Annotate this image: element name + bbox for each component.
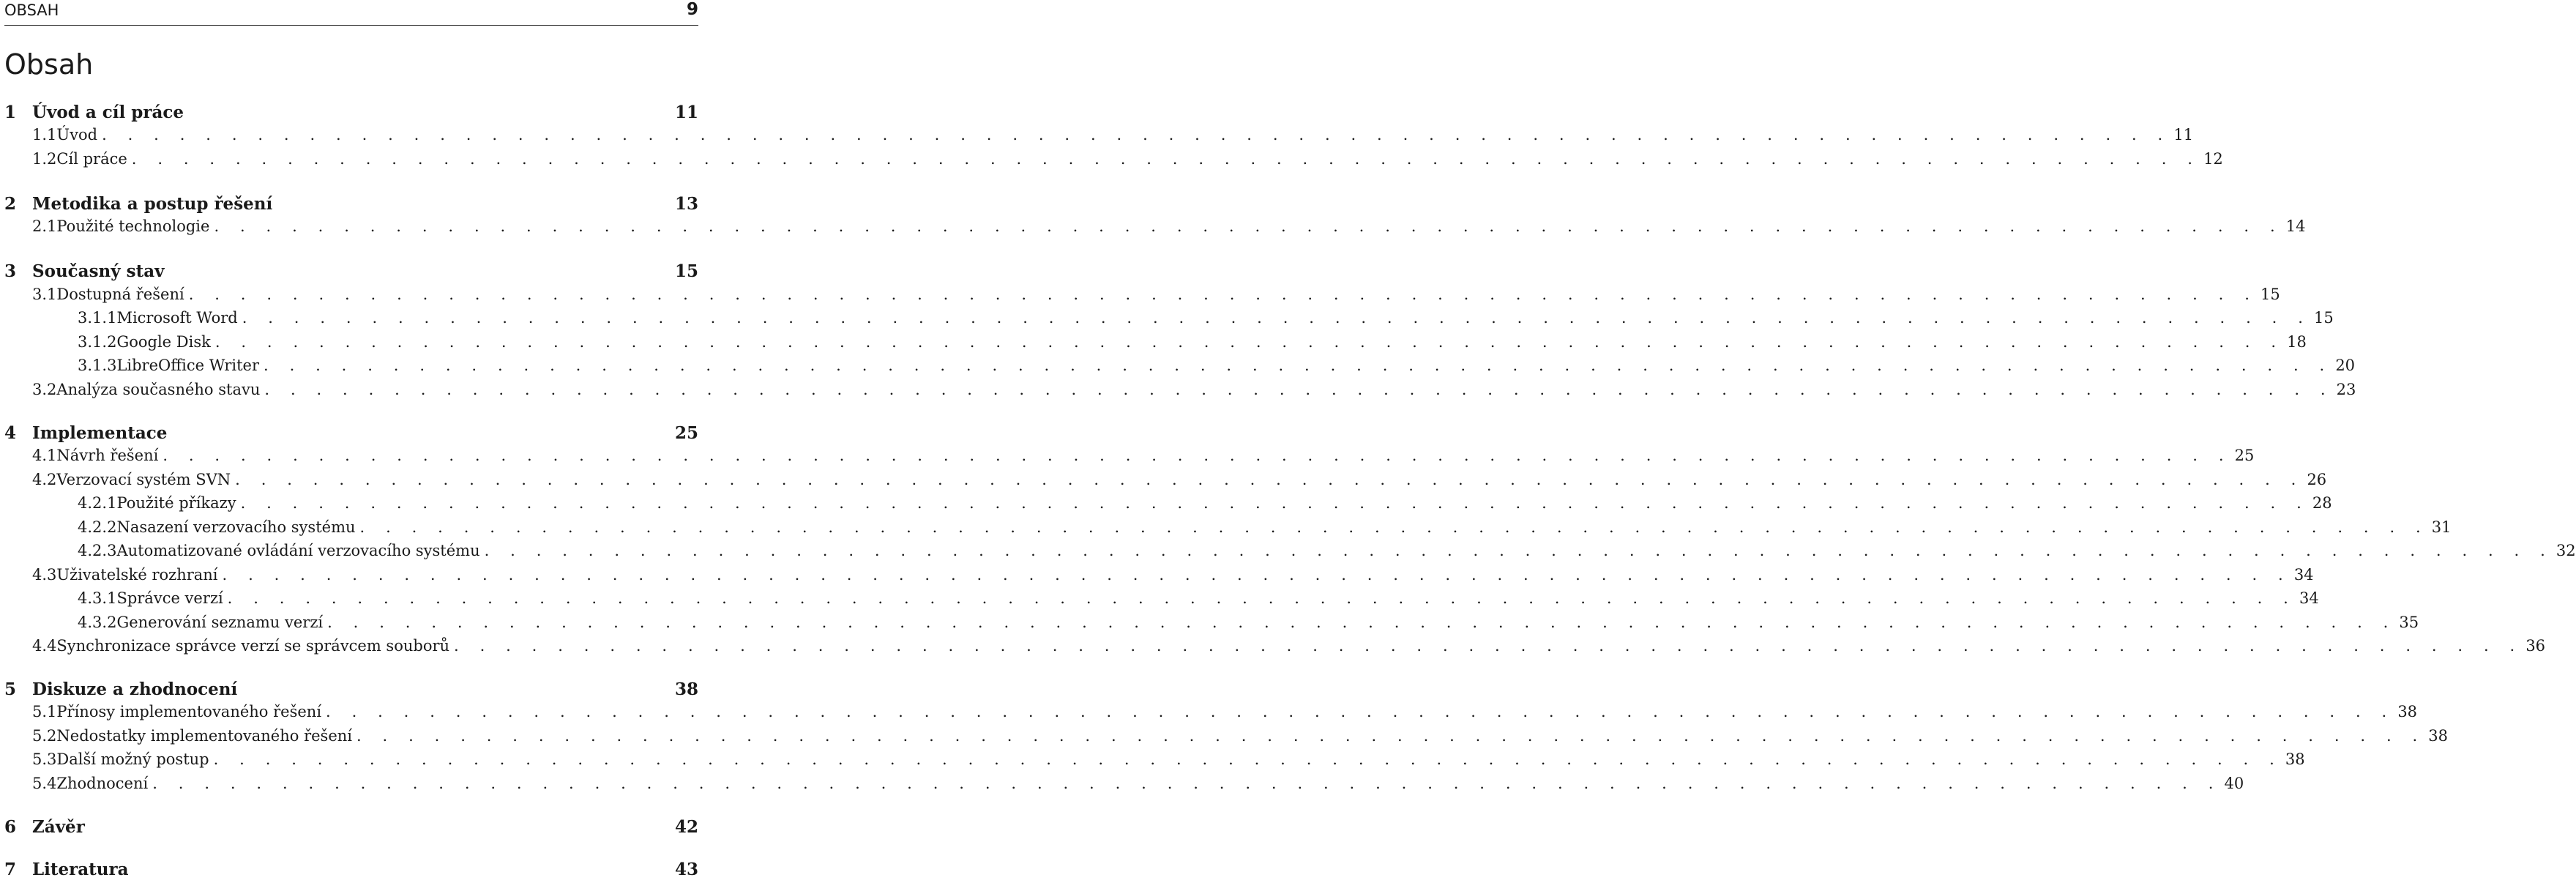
toc-entry-number: 4.3 (32, 566, 57, 584)
toc-subsection-entry (4, 333, 2307, 357)
toc-entry-title: Úvod a cíl práce (32, 103, 184, 122)
toc-entry-page: 15 (2313, 309, 2334, 327)
toc-section-entry (4, 447, 2255, 470)
toc-section-entry (4, 703, 2418, 726)
toc-entry-number: 4.2.1 (78, 494, 117, 512)
toc-entry-page: 20 (2335, 357, 2356, 374)
toc-section-entry (4, 775, 2244, 798)
toc-entry-page: 31 (2431, 518, 2452, 536)
toc-section-entry (4, 566, 2314, 589)
toc-entry-page: 38 (2285, 750, 2305, 768)
toc-entry-page: 38 (2428, 727, 2449, 745)
toc-entry-page: 36 (2525, 637, 2546, 655)
toc-entry-number: 2 (4, 194, 17, 214)
toc-entry-page: 28 (2312, 494, 2332, 512)
toc-entry-title: Použité technologie (56, 217, 210, 235)
toc-dot-leader: . . . . . . . . . . . . . . . . . . . . . . . . . . . . . . . . . . . . . . . . . . . . . . . . . . . . . . . . . . . . . . . . . . . . . . . . . . . . . . . . (242, 309, 2311, 327)
toc-entry-title: Dostupná řešení (56, 286, 184, 303)
toc-dot-leader: . . . . . . . . . . . . . . . . . . . . . . . . . . . . . . . . . . . . . . . . . . . . . . . . . . . . . . . . . . . . . . . . . . . . . . . . . . . . . . . . (214, 217, 2283, 235)
toc-dot-leader: . . . . . . . . . . . . . . . . . . . . . . . . . . . . . . . . . . . . . . . . . . . . . . . . . . . . . . . . . . . . . . . . . . . . . . . . . . . . . . . . (102, 126, 2171, 144)
toc-dot-leader: . . . . . . . . . . . . . . . . . . . . . . . . . . . . . . . . . . . . . . . . . . . . . . . . . . . . . . . . . . . . . . . . . . . . . . . . . . . . . . . . (326, 703, 2395, 720)
toc-chapter-entry (4, 817, 698, 841)
toc-entry-title: Návrh řešení (56, 447, 159, 464)
toc-entry-title: Verzovací systém SVN (56, 471, 231, 488)
toc-entry-number: 3.1.2 (78, 333, 117, 351)
toc-entry-number: 1.2 (32, 150, 57, 168)
toc-entry-number: 7 (4, 860, 17, 879)
toc-entry-title: Generování seznamu verzí (116, 614, 324, 631)
toc-entry-page: 26 (2307, 471, 2327, 488)
toc-chapter-entry (4, 194, 698, 217)
toc-entry-page: 13 (674, 194, 698, 214)
toc-chapter-entry (4, 679, 698, 703)
toc-subsection-entry (4, 309, 2334, 332)
toc-entry-number: 4.1 (32, 447, 57, 464)
toc-dot-leader: . . . . . . . . . . . . . . . . . . . . . . . . . . . . . . . . . . . . . . . . . . . . . . . . . . . . . . . . . . . . . . . . . . . . . . . . . . . . . . . . (131, 150, 2201, 168)
toc-entry-number: 4.3.2 (78, 614, 117, 631)
toc-section-entry (4, 727, 2449, 750)
toc-subsection-entry (4, 614, 2419, 637)
toc-entry-page: 25 (674, 423, 698, 443)
toc-subsection-entry (4, 542, 2576, 565)
toc-entry-page: 38 (2397, 703, 2418, 720)
toc-entry-number: 4.2 (32, 471, 57, 488)
toc-entry-title: Microsoft Word (116, 309, 238, 327)
toc-chapter-entry (4, 860, 698, 883)
toc-entry-page: 25 (2234, 447, 2255, 464)
toc-entry-page: 43 (674, 860, 698, 879)
toc-section-entry (4, 750, 2305, 774)
toc-dot-leader: . . . . . . . . . . . . . . . . . . . . . . . . . . . . . . . . . . . . . . . . . . . . . . . . . . . . . . . . . . . . . . . . . . . . . . . . . . . . . . . . (213, 750, 2282, 768)
toc-entry-number: 4.2.3 (78, 542, 117, 559)
toc-section-entry (4, 126, 2194, 149)
toc-entry-page: 38 (674, 679, 698, 699)
toc-entry-page: 15 (2260, 286, 2280, 303)
toc-chapter-entry (4, 103, 698, 126)
toc-entry-page: 23 (2336, 381, 2356, 398)
toc-entry-number: 1.1 (32, 126, 57, 144)
toc-entry-number: 5 (4, 679, 17, 699)
toc-dot-leader: . . . . . . . . . . . . . . . . . . . . . . . . . . . . . . . . . . . . . . . . . . . . . . . . . . . . . . . . . . . . . . . . . . . . . . . . . . . . . . . . (188, 286, 2258, 303)
toc-section-entry (4, 471, 2327, 494)
toc-dot-leader: . . . . . . . . . . . . . . . . . . . . . . . . . . . . . . . . . . . . . . . . . . . . . . . . . . . . . . . . . . . . . . . . . . . . . . . . . . . . . . . . (356, 727, 2426, 745)
toc-chapter-entry (4, 423, 698, 447)
toc-dot-leader: . . . . . . . . . . . . . . . . . . . . . . . . . . . . . . . . . . . . . . . . . . . . . . . . . . . . . . . . . . . . . . . . . . . . . . . . . . . . . . . . (327, 614, 2397, 631)
toc-subsection-entry (4, 589, 2319, 613)
toc-entry-page: 11 (674, 103, 698, 122)
toc-dot-leader: . . . . . . . . . . . . . . . . . . . . . . . . . . . . . . . . . . . . . . . . . . . . . . . . . . . . . . . . . . . . . . . . . . . . . . . . . . . . . . . . (235, 471, 2304, 488)
toc-entry-page: 34 (2293, 566, 2314, 584)
toc-entry-title: Nedostatky implementovaného řešení (56, 727, 352, 745)
toc-entry-number: 5.3 (32, 750, 57, 768)
toc-entry-number: 2.1 (32, 217, 57, 235)
toc-section-entry (4, 150, 2223, 174)
toc-subsection-entry (4, 518, 2452, 542)
toc-entry-title: Závěr (32, 817, 85, 837)
toc-entry-page: 15 (674, 261, 698, 281)
toc-dot-leader: . . . . . . . . . . . . . . . . . . . . . . . . . . . . . . . . . . . . . . . . . . . . . . . . . . . . . . . . . . . . . . . . . . . . . . . . . . . . . . . . (222, 566, 2291, 584)
toc-entry-page: 11 (2173, 126, 2194, 144)
toc-entry-page: 35 (2399, 614, 2419, 631)
toc-entry-page: 42 (674, 817, 698, 837)
toc-entry-title: Implementace (32, 423, 168, 443)
toc-entry-page: 34 (2299, 589, 2319, 607)
toc-chapter-entry (4, 261, 698, 285)
toc-entry-title: Další možný postup (56, 750, 209, 768)
toc-entry-title: Literatura (32, 860, 129, 879)
toc-entry-number: 5.1 (32, 703, 57, 720)
page-title: Obsah (4, 48, 94, 81)
toc-entry-number: 3.1.3 (78, 357, 117, 374)
toc-dot-leader: . . . . . . . . . . . . . . . . . . . . . . . . . . . . . . . . . . . . . . . . . . . . . . . . . . . . . . . . . . . . . . . . . . . . . . . . . . . . . . . . (214, 333, 2285, 351)
toc-entry-title: LibreOffice Writer (116, 357, 260, 374)
toc-entry-title: Synchronizace správce verzí se správcem souborů (56, 637, 450, 655)
toc-entry-title: Použité příkazy (116, 494, 236, 512)
toc-entry-title: Správce verzí (116, 589, 223, 607)
toc-subsection-entry (4, 357, 2356, 380)
toc-entry-title: Úvod (56, 126, 98, 144)
toc-entry-page: 40 (2224, 775, 2244, 792)
toc-dot-leader: . . . . . . . . . . . . . . . . . . . . . . . . . . . . . . . . . . . . . . . . . . . . . . . . . . . . . . . . . . . . . . . . . . . . . . . . . . . . . . . . (454, 637, 2523, 655)
toc-dot-leader: . . . . . . . . . . . . . . . . . . . . . . . . . . . . . . . . . . . . . . . . . . . . . . . . . . . . . . . . . . . . . . . . . . . . . . . . . . . . . . . . (163, 447, 2232, 464)
toc-entry-number: 3 (4, 261, 17, 281)
toc-entry-title: Analýza současného stavu (56, 381, 261, 398)
toc-section-entry (4, 217, 2306, 241)
toc-entry-title: Google Disk (116, 333, 211, 351)
toc-entry-page: 12 (2203, 150, 2223, 168)
toc-entry-number: 4.4 (32, 637, 57, 655)
running-header (4, 0, 698, 26)
toc-entry-number: 5.4 (32, 775, 57, 792)
toc-section-entry (4, 286, 2280, 309)
toc-dot-leader: . . . . . . . . . . . . . . . . . . . . . . . . . . . . . . . . . . . . . . . . . . . . . . . . . . . . . . . . . . . . . . . . . . . . . . . . . . . . . . . . (227, 589, 2296, 607)
toc-entry-title: Cíl práce (56, 150, 127, 168)
toc-dot-leader: . . . . . . . . . . . . . . . . . . . . . . . . . . . . . . . . . . . . . . . . . . . . . . . . . . . . . . . . . . . . . . . . . . . . . . . . . . . . . . . . (264, 357, 2333, 374)
toc-entry-page: 14 (2285, 217, 2306, 235)
toc-entry-title: Zhodnocení (56, 775, 149, 792)
toc-entry-number: 1 (4, 103, 17, 122)
toc-entry-page: 32 (2556, 542, 2576, 559)
toc-entry-number: 3.1 (32, 286, 57, 303)
toc-dot-leader: . . . . . . . . . . . . . . . . . . . . . . . . . . . . . . . . . . . . . . . . . . . . . . . . . . . . . . . . . . . . . . . . . . . . . . . . . . . . . . . . (359, 518, 2429, 536)
header-section-name: OBSAH (4, 1, 59, 19)
toc-dot-leader: . . . . . . . . . . . . . . . . . . . . . . . . . . . . . . . . . . . . . . . . . . . . . . . . . . . . . . . . . . . . . . . . . . . . . . . . . . . . . . . . (152, 775, 2222, 792)
toc-entry-number: 3.1.1 (78, 309, 117, 327)
toc-entry-title: Metodika a postup řešení (32, 194, 273, 214)
header-page-number: 9 (686, 0, 698, 19)
toc-entry-number: 6 (4, 817, 17, 837)
toc-subsection-entry (4, 494, 2332, 518)
toc-entry-number: 4.2.2 (78, 518, 117, 536)
toc-entry-number: 4 (4, 423, 17, 443)
toc-entry-page: 18 (2287, 333, 2307, 351)
toc-section-entry (4, 637, 2546, 660)
toc-entry-title: Automatizované ovládání verzovacího systému (116, 542, 480, 559)
toc-entry-title: Diskuze a zhodnocení (32, 679, 238, 699)
toc-entry-title: Nasazení verzovacího systému (116, 518, 356, 536)
toc-section-entry (4, 381, 2356, 404)
toc-entry-number: 5.2 (32, 727, 57, 745)
toc-dot-leader: . . . . . . . . . . . . . . . . . . . . . . . . . . . . . . . . . . . . . . . . . . . . . . . . . . . . . . . . . . . . . . . . . . . . . . . . . . . . . . . . (264, 381, 2334, 398)
toc-entry-number: 3.2 (32, 381, 57, 398)
toc-entry-title: Přínosy implementovaného řešení (56, 703, 322, 720)
toc-dot-leader: . . . . . . . . . . . . . . . . . . . . . . . . . . . . . . . . . . . . . . . . . . . . . . . . . . . . . . . . . . . . . . . . . . . . . . . . . . . . . . . . (240, 494, 2310, 512)
toc-entry-number: 4.3.1 (78, 589, 117, 607)
toc-entry-title: Uživatelské rozhraní (56, 566, 218, 584)
toc-dot-leader: . . . . . . . . . . . . . . . . . . . . . . . . . . . . . . . . . . . . . . . . . . . . . . . . . . . . . . . . . . . . . . . . . . . . . . . . . . . . . . . . (484, 542, 2553, 559)
toc-entry-title: Současný stav (32, 261, 165, 281)
